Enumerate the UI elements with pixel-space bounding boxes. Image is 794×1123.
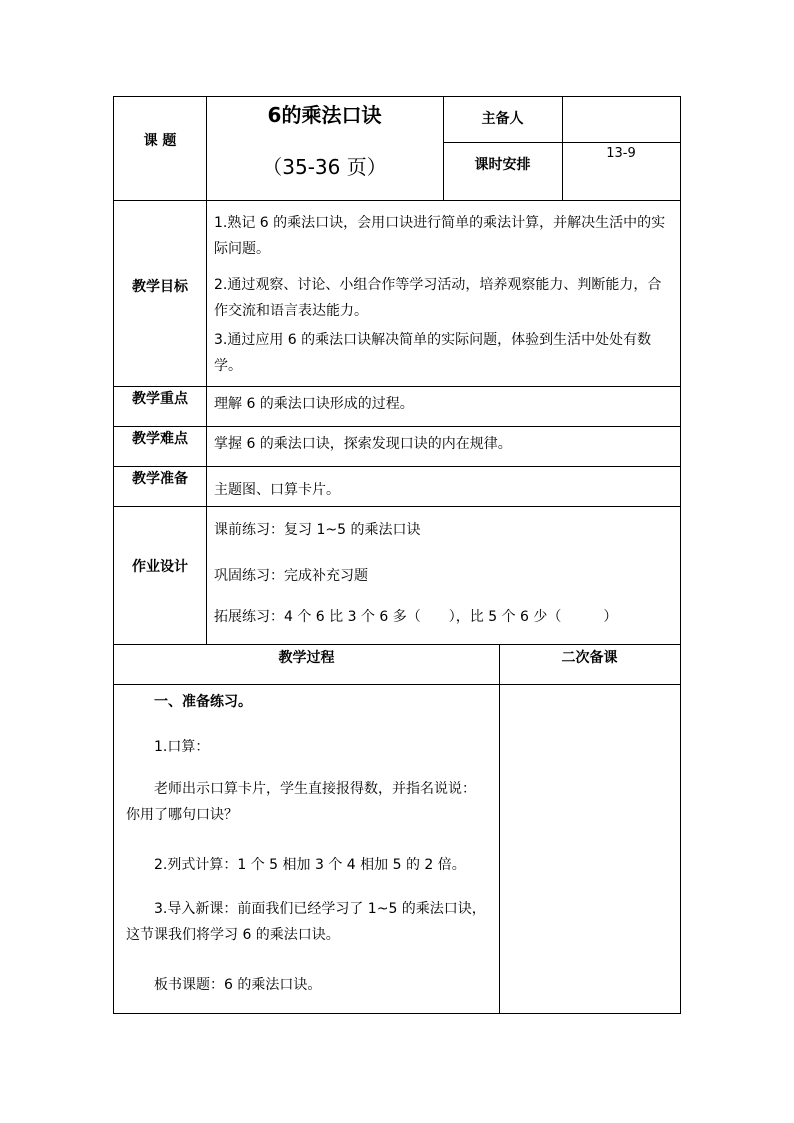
process-step: 板书课题：6 的乘法口诀。 [154,977,322,993]
homework-label: 作业设计 [132,559,188,575]
row-divider [114,506,680,507]
preparer-label: 主备人 [481,111,524,127]
row-divider [114,644,680,645]
process-step: 3.导入新课：前面我们已经学习了 1~5 的乘法口诀，这节课我们将学习 6 的乘法口诀。 [126,901,486,943]
topic-title: 6的乘法口诀 [267,103,382,127]
preparation-label: 教学准备 [132,471,188,487]
lesson-plan-table [113,96,681,1014]
key-point-label: 教学重点 [132,391,188,407]
homework-item: 拓展练习：4 个 6 比 3 个 6 多（ ），比 5 个 6 少（ ） [214,609,618,625]
process-step: 老师出示口算卡片，学生直接报得数，并指名说说：你用了哪句口诀？ [126,781,476,823]
homework-item: 巩固练习：完成补充习题 [214,568,368,584]
process-step: 1.口算： [154,739,210,755]
topic-pages: （35-36 页） [262,155,387,179]
row-divider [114,466,680,467]
row-divider [114,426,680,427]
row-divider [114,684,680,685]
objective-item: 1.熟记 6 的乘法口诀，会用口诀进行简单的乘法计算，并解决生活中的实际问题。 [214,215,666,257]
col-divider [499,644,500,1013]
difficulty-text: 掌握 6 的乘法口诀，探索发现口诀的内在规律。 [214,436,512,452]
row-divider [114,200,680,201]
key-point-text: 理解 6 的乘法口诀形成的过程。 [214,396,414,412]
row-divider [114,386,680,387]
objective-item: 3.通过应用 6 的乘法口诀解决简单的实际问题，体验到生活中处处有数学。 [214,332,652,374]
homework-item: 课前练习：复习 1~5 的乘法口诀 [214,522,421,538]
schedule-value: 13-9 [606,146,636,161]
section-title: 一、准备练习。 [154,694,252,710]
schedule-label: 课时安排 [474,157,531,173]
col-divider [206,97,207,644]
process-header: 教学过程 [278,650,335,666]
objectives-label: 教学目标 [132,279,188,295]
objective-item: 2.通过观察、讨论、小组合作等学习活动，培养观察能力、判断能力，合作交流和语言表达能力。 [214,277,662,319]
process-step: 2.列式计算：1 个 5 相加 3 个 4 相加 5 的 2 倍。 [154,857,466,873]
preparation-text: 主题图、口算卡片。 [214,482,340,498]
topic-label: 课 题 [143,133,177,149]
revision-header: 二次备课 [561,650,618,666]
difficulty-label: 教学难点 [132,431,188,447]
